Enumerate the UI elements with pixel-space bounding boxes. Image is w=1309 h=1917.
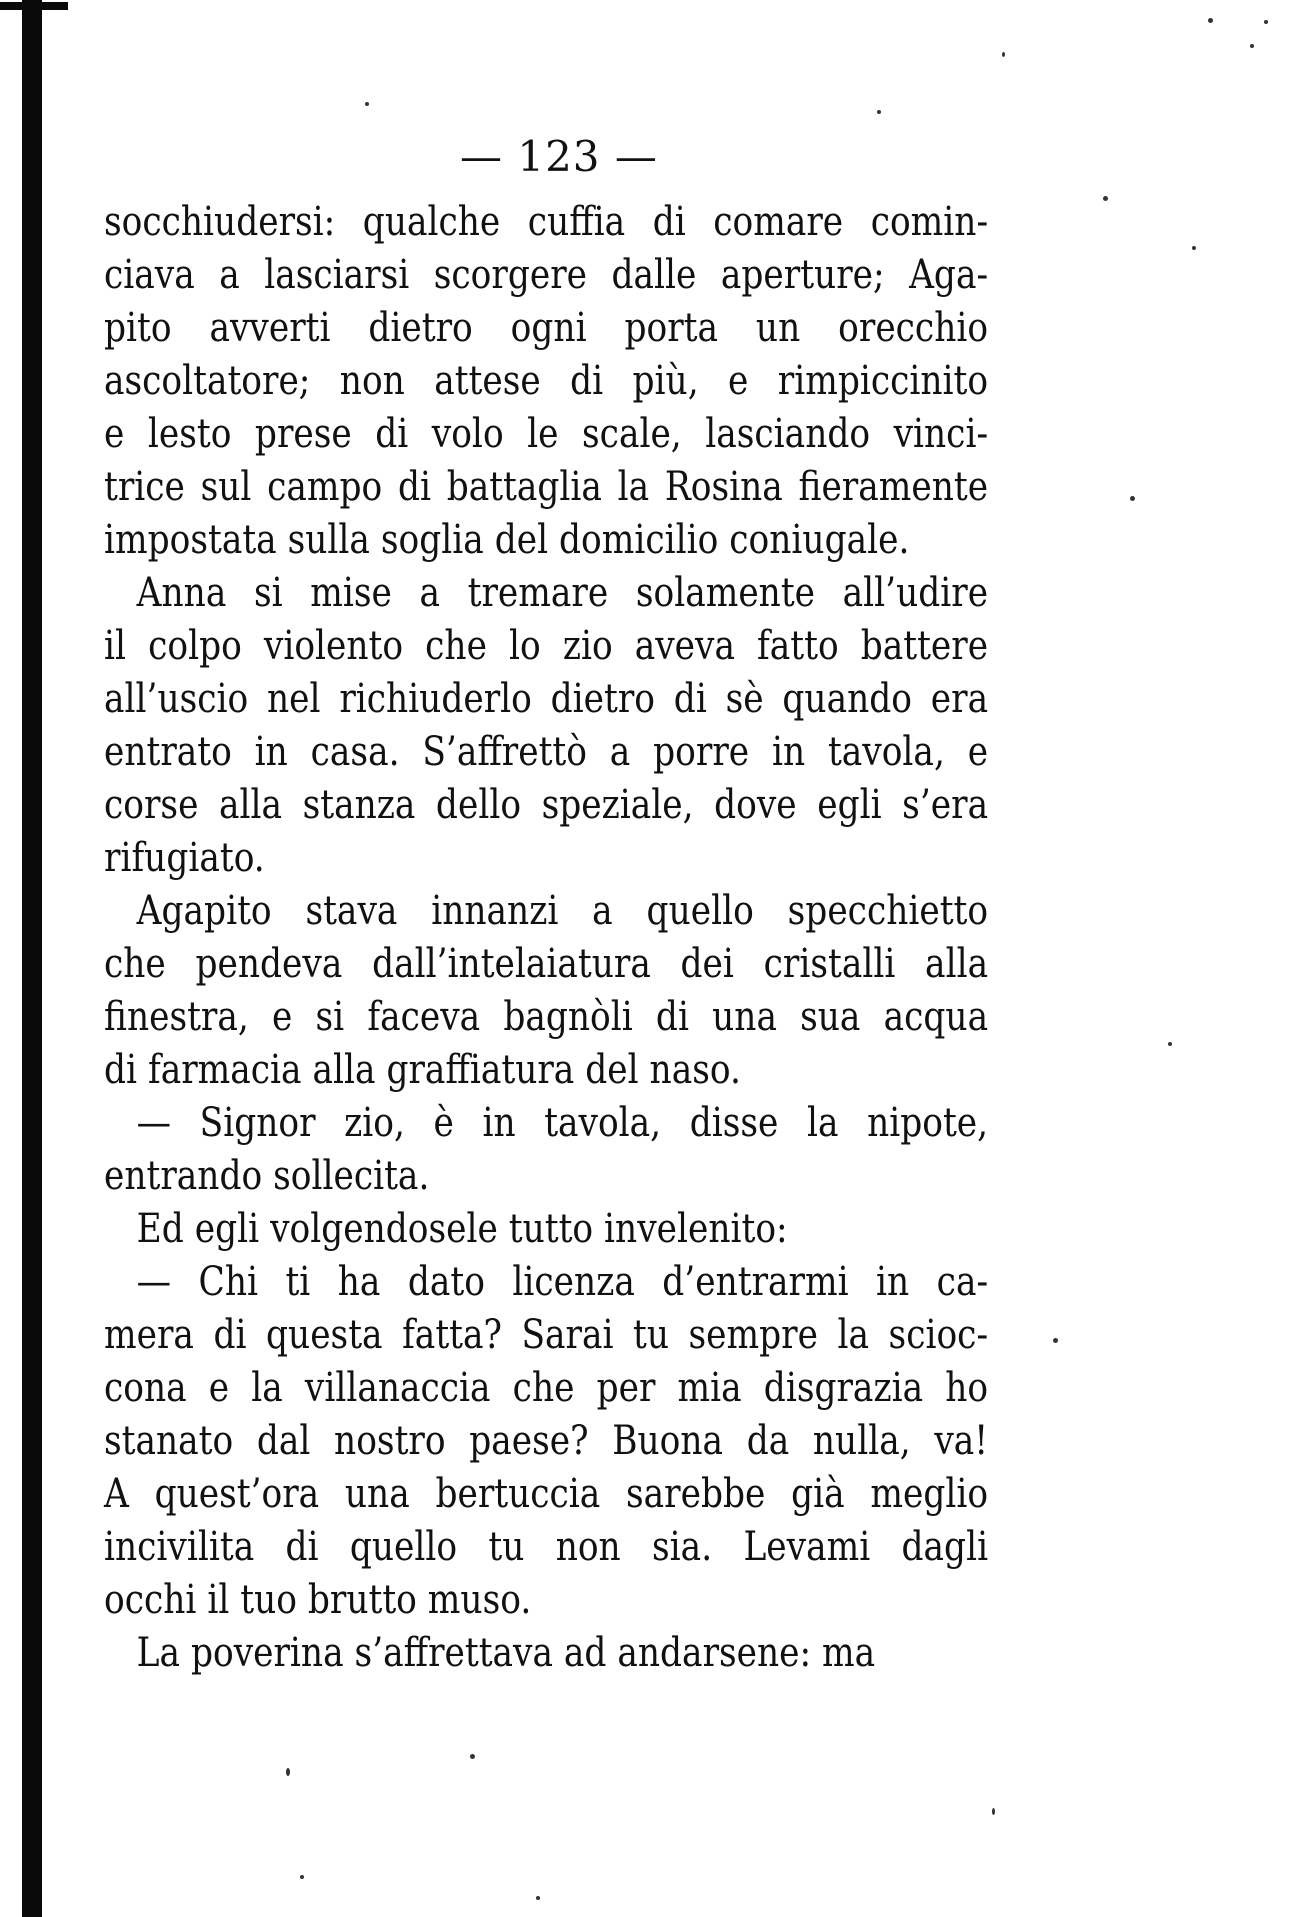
paragraph	[104, 1203, 988, 1256]
scan-speck	[1264, 20, 1268, 24]
scan-speck	[1192, 246, 1196, 250]
text-line: e lesto prese di volo le scale, lasciando vinci-	[104, 411, 989, 457]
text-line: trice sul campo di battaglia la Rosina fieramente	[104, 464, 989, 510]
scan-speck	[1208, 18, 1213, 23]
text-line: finestra, e si faceva bagnòli di una sua acqua	[104, 994, 989, 1040]
text-line: Agapito stava innanzi a quello specchietto	[136, 888, 989, 934]
text-line: cona e la villanaccia che per mia disgrazia ho	[104, 1365, 989, 1411]
text-line: che pendeva dall’intelaiatura dei cristalli alla	[104, 941, 989, 987]
text-line: La poverina s’affrettava ad andarsene: ma	[136, 1630, 876, 1676]
text-line: all’uscio nel richiuderlo dietro di sè quando era	[104, 676, 989, 722]
body-text	[104, 196, 988, 1680]
paragraph	[104, 1097, 988, 1203]
paragraph	[104, 1627, 988, 1680]
text-line: corse alla stanza dello speziale, dove egli s’era	[104, 782, 989, 828]
text-line: — Signor zio, è in tavola, disse la nipote,	[136, 1100, 989, 1146]
scan-speck	[877, 110, 881, 114]
text-line: entrando sollecita.	[104, 1153, 430, 1199]
text-line: ciava a lasciarsi scorgere dalle aperture; Aga-	[104, 252, 989, 298]
text-line: entrato in casa. S’affrettò a porre in tavola, e	[104, 729, 989, 775]
text-line: il colpo violento che lo zio aveva fatto battere	[104, 623, 989, 669]
scan-speck	[286, 1768, 290, 1776]
paragraph	[104, 885, 988, 1097]
page-number: — 123 —	[460, 132, 658, 181]
text-line: Anna si mise a tremare solamente all’udire	[136, 570, 989, 616]
scan-speck	[992, 1808, 995, 1815]
text-line: socchiudersi: qualche cuffia di comare comin-	[104, 199, 989, 245]
paragraph	[104, 1256, 988, 1627]
scan-speck	[1103, 196, 1108, 201]
text-line: Ed egli volgendosele tutto invelenito:	[136, 1206, 788, 1252]
binding-edge-top	[0, 2, 68, 10]
text-line: A quest’ora una bertuccia sarebbe già meglio	[104, 1471, 989, 1517]
text-line: occhi il tuo brutto muso.	[104, 1577, 532, 1623]
text-line: — Chi ti ha dato licenza d’entrarmi in ca-	[136, 1259, 989, 1305]
scan-speck	[300, 1875, 304, 1879]
text-line: mera di questa fatta? Sarai tu sempre la scioc-	[104, 1312, 989, 1358]
scan-speck	[1130, 496, 1135, 501]
text-line: pito avverti dietro ogni porta un orecchio	[104, 305, 989, 351]
scan-speck	[536, 1896, 540, 1900]
scan-speck	[470, 1754, 475, 1759]
text-line: stanato dal nostro paese? Buona da nulla, va!	[104, 1418, 989, 1464]
text-line: rifugiato.	[104, 835, 265, 881]
scan-speck	[1002, 52, 1005, 57]
paragraph	[104, 196, 988, 567]
text-line: ascoltatore; non attese di più, e rimpiccinito	[104, 358, 989, 404]
binding-edge	[22, 0, 42, 1917]
paragraph	[104, 567, 988, 885]
text-line: di farmacia alla graffiatura del naso.	[104, 1047, 741, 1093]
scan-speck	[1168, 1042, 1172, 1046]
scan-speck	[365, 102, 369, 106]
scan-speck	[1250, 44, 1254, 48]
scan-speck	[1053, 1338, 1058, 1343]
text-line: incivilita di quello tu non sia. Levami dagli	[104, 1524, 989, 1570]
text-line: impostata sulla soglia del domicilio coniugale.	[104, 517, 910, 563]
